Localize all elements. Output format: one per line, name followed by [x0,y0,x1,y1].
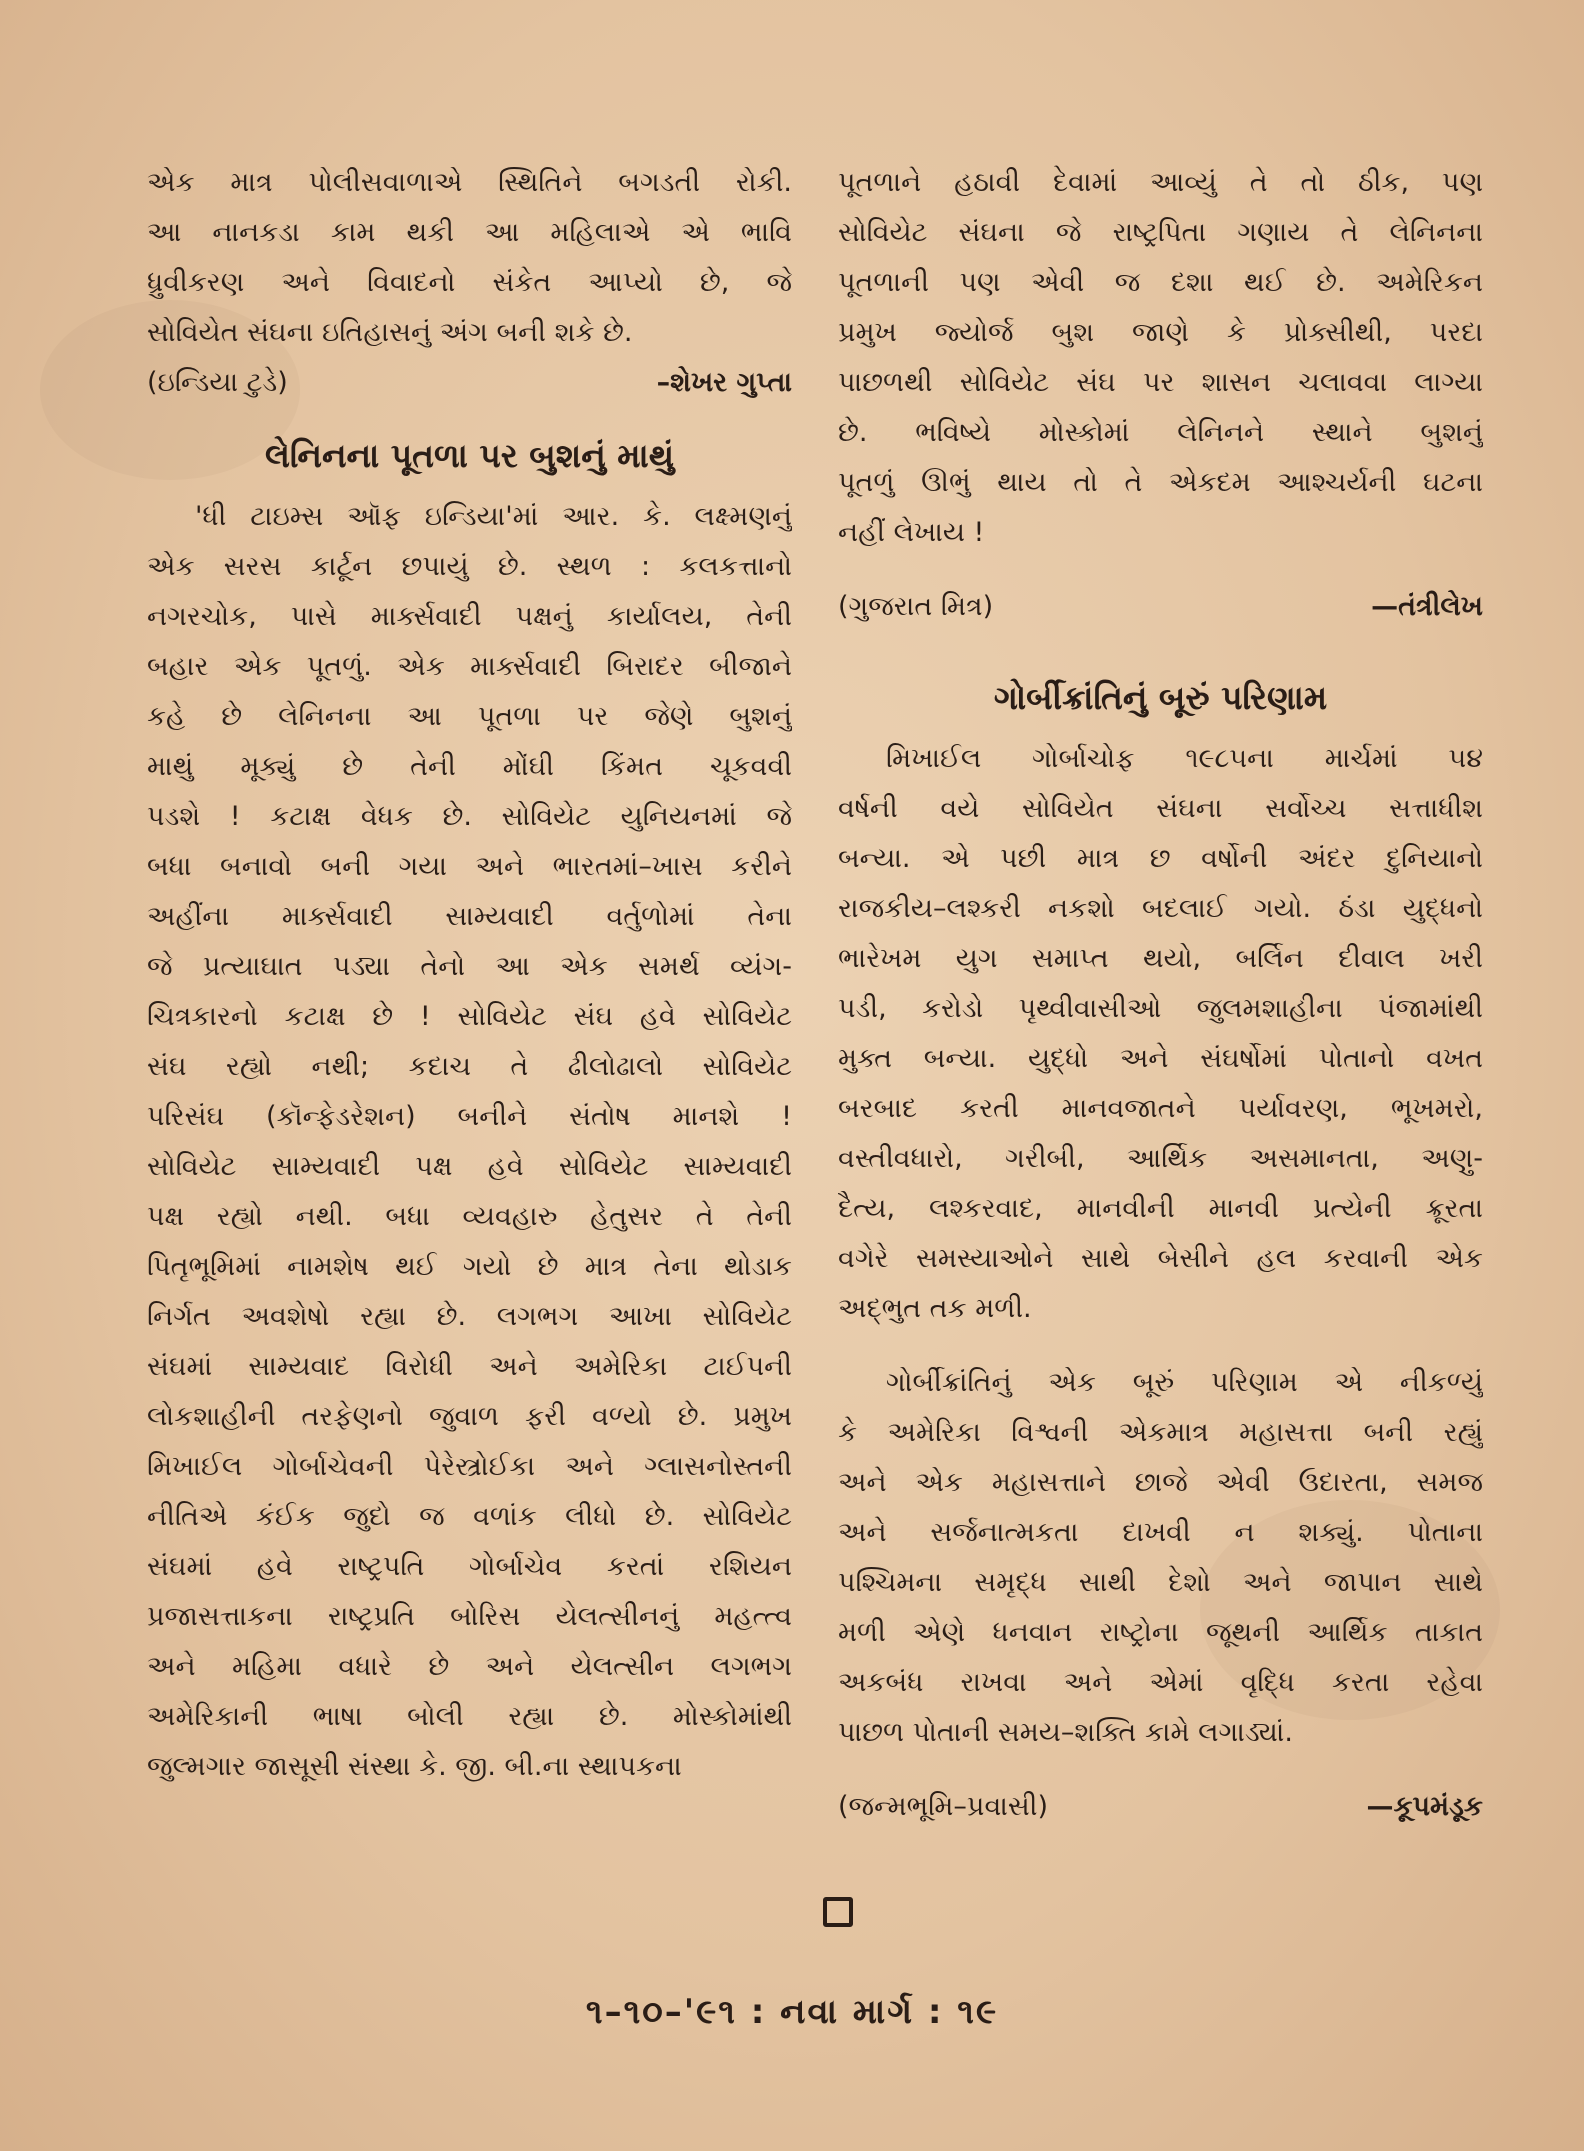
left-article-heading: લેનિનના પૂતળા પર બુશનું માથું [264,436,675,475]
text-line: અહીંના માર્ક્સવાદી સામ્યવાદી વર્તુળોમાં તેના [147,901,792,932]
text-line: પિતૃભૂમિમાં નામશેષ થઈ ગયો છે માત્ર તેના થોડાક [147,1251,792,1282]
text-line: દૈત્ય, લશ્કરવાદ, માનવીની માનવી પ્રત્યેની ક્રૂરતા [838,1193,1483,1224]
left-credit-1 [147,358,792,408]
text-line: પ્રમુખ જ્યોર્જ બુશ જાણે કે પ્રોક્સીથી, પરદા [838,317,1483,348]
text-line: કે અમેરિકા વિશ્વની એકમાત્ર મહાસત્તા બની રહ્યું [838,1417,1483,1448]
right-column [838,158,1483,1832]
credit-source: (ઇન્ડિયા ટુડે) [147,367,288,398]
text-line: પશ્ચિમના સમૃદ્ધ સાથી દેશો અને જાપાન સાથે [838,1567,1483,1598]
text-line: વગેરે સમસ્યાઓને સાથે બેસીને હલ કરવાની એક [838,1243,1483,1274]
text-line: નિર્ગત અવશેષો રહ્યા છે. લગભગ આખા સોવિયેટ [147,1301,792,1332]
text-line: સંઘમાં સામ્યવાદ વિરોધી અને અમેરિકા ટાઈપની [147,1351,792,1382]
text-line: નહીં લેખાય ! [838,517,985,548]
text-line: બહાર એક પૂતળું. એક માર્ક્સવાદી બિરાદર બીજાને [147,651,792,682]
text-line: પાછળથી સોવિયેટ સંઘ પર શાસન ચલાવવા લાગ્યા [838,367,1483,398]
text-line: સંઘ રહ્યો નથી; કદાચ તે ઢીલોઢાલો સોવિયેટ [147,1051,792,1082]
text-line: વસ્તીવધારો, ગરીબી, આર્થિક અસમાનતા, અણુ- [838,1143,1483,1174]
right-credit-2 [838,1782,1483,1832]
left-paragraph-2 [147,492,792,1792]
text-line: પૂતળાને હઠાવી દેવામાં આવ્યું તે તો ઠીક, પણ [838,167,1483,198]
right-paragraph-3 [838,1358,1483,1758]
text-line: લોકશાહીની તરફેણનો જુવાળ ફરી વળ્યો છે. પ્રમુખ [147,1401,792,1432]
text-line: વર્ષની વયે સોવિયેત સંઘના સર્વોચ્ચ સત્તાધીશ [838,793,1483,824]
credit-source: (જન્મભૂમિ–પ્રવાસી) [838,1791,1049,1822]
text-line: જે પ્રત્યાઘાત પડ્યા તેનો આ એક સમર્થ વ્યંગ- [147,951,792,982]
text-line: બરબાદ કરતી માનવજાતને પર્યાવરણ, ભૂખમરો, [838,1093,1483,1124]
text-line: સંઘમાં હવે રાષ્ટ્રપતિ ગોર્બાચેવ કરતાં રશિયન [147,1551,792,1582]
text-line: નીતિએ કંઈક જુદો જ વળાંક લીધો છે. સોવિયેટ [147,1501,792,1532]
left-column [147,158,792,1792]
text-line: જુલ્મગાર જાસૂસી સંસ્થા કે. જી. બી.ના સ્થાપકના [147,1751,682,1782]
text-line: અદ્ભુત તક મળી. [838,1293,1032,1324]
text-line: એક માત્ર પોલીસવાળાએ સ્થિતિને બગડતી રોકી. [147,167,792,198]
text-line: મિખાઈલ ગોર્બાચોફ ૧૯૮૫ના માર્ચમાં ૫૪ [886,743,1483,774]
text-line: મિખાઈલ ગોર્બાચેવની પેરેસ્ત્રોઈકા અને ગ્લાસનોસ્તની [147,1451,792,1482]
page-footer: ૧–૧૦–'૯૧ : નવા માર્ગ : ૧૯ [585,1992,999,2032]
text-line: સોવિયેટ સામ્યવાદી પક્ષ હવે સોવિયેટ સામ્યવાદી [147,1151,792,1182]
text-line: ધ્રુવીકરણ અને વિવાદનો સંકેત આપ્યો છે, જે [147,267,792,298]
text-line: પૂતળાની પણ એવી જ દશા થઈ છે. અમેરિકન [838,267,1483,298]
text-line: બધા બનાવો બની ગયા અને ભારતમાં–ખાસ કરીને [147,851,792,882]
text-line: કહે છે લેનિનના આ પૂતળા પર જેણે બુશનું [147,701,792,732]
credit-source: (ગુજરાત મિત્ર) [838,591,994,622]
text-line: 'ધી ટાઇમ્સ ઑફ ઇન્ડિયા'માં આર. કે. લક્ષ્મણનું [195,501,792,532]
text-line: આ નાનકડા કામ થકી આ મહિલાએ એ ભાવિ [147,217,792,248]
text-line: નગરચોક, પાસે માર્ક્સવાદી પક્ષનું કાર્યાલય, તેની [147,601,792,632]
text-line: બન્યા. એ પછી માત્ર છ વર્ષોની અંદર દુનિયાનો [838,843,1483,874]
text-line: અને એક મહાસત્તાને છાજે એવી ઉદારતા, સમજ [838,1467,1483,1498]
credit-author: —તંત્રીલેખ [1371,591,1483,622]
credit-author: –શેખર ગુપ્તા [656,367,792,398]
text-line: પરિસંઘ (કૉન્ફેડરેશન) બનીને સંતોષ માનશે ! [147,1101,792,1132]
text-line: માથું મૂક્યું છે તેની મોંઘી કિંમત ચૂકવવી [147,751,792,782]
text-line: ગોર્બીક્રાંતિનું એક બૂરું પરિણામ એ નીકળ્યું [886,1367,1483,1398]
text-line: પડી, કરોડો પૃથ્વીવાસીઓ જુલમશાહીના પંજામાંથી [838,993,1483,1024]
text-line: પક્ષ રહ્યો નથી. બધા વ્યવહારુ હેતુસર તે તેની [147,1201,792,1232]
right-paragraph-1 [838,158,1483,558]
text-line: સોવિયેત સંઘના ઇતિહાસનું અંગ બની શકે છે. [147,317,633,348]
text-line: ચિત્રકારનો કટાક્ષ છે ! સોવિયેટ સંઘ હવે સોવિયેટ [147,1001,792,1032]
text-line: અકબંધ રાખવા અને એમાં વૃદ્ધિ કરતા રહેવા [838,1667,1483,1698]
text-line: પાછળ પોતાની સમય–શક્તિ કામે લગાડ્યાં. [838,1717,1293,1748]
text-line: છે. ભવિષ્યે મોસ્કોમાં લેનિનને સ્થાને બુશનું [838,417,1483,448]
text-line: પ્રજાસત્તાકના રાષ્ટ્રપ્રતિ બોરિસ યેલત્સીનનું મહત્ત્વ [147,1601,792,1632]
text-line: એક સરસ કાર્ટૂન છપાયું છે. સ્થળ : કલકત્તાનો [147,551,792,582]
right-credit-1 [838,582,1483,632]
text-line: અને સર્જનાત્મકતા દાખવી ન શક્યું. પોતાના [838,1517,1483,1548]
credit-author: —કૂપમંડૂક [1366,1791,1483,1822]
text-line: રાજકીય–લશ્કરી નકશો બદલાઈ ગયો. ઠંડા યુદ્ધનો [838,893,1483,924]
text-line: અને મહિમા વધારે છે અને યેલત્સીન લગભગ [147,1651,792,1682]
text-line: ભારેખમ યુગ સમાપ્ત થયો, બર્લિન દીવાલ ખરી [838,943,1483,974]
article-end-mark [823,1897,853,1927]
text-line: મુક્ત બન્યા. યુદ્ધો અને સંઘર્ષોમાં પોતાનો વખત [838,1043,1483,1074]
text-line: સોવિયેટ સંઘના જે રાષ્ટ્રપિતા ગણાય તે લેનિનના [838,217,1483,248]
right-paragraph-2 [838,734,1483,1334]
text-line: મળી એણે ધનવાન રાષ્ટ્રોના જૂથની આર્થિક તાકાત [838,1617,1483,1648]
text-line: અમેરિકાની ભાષા બોલી રહ્યા છે. મોસ્કોમાંથી [147,1701,792,1732]
right-article-heading: ગોર્બીક્રાંતિનું બૂરું પરિણામ [993,678,1328,717]
left-paragraph-1 [147,158,792,358]
text-line: પડશે ! કટાક્ષ વેધક છે. સોવિયેટ યુનિયનમાં જે [147,801,792,832]
text-line: પૂતળું ઊભું થાય તો તે એકદમ આશ્ચર્યની ઘટના [838,467,1483,498]
